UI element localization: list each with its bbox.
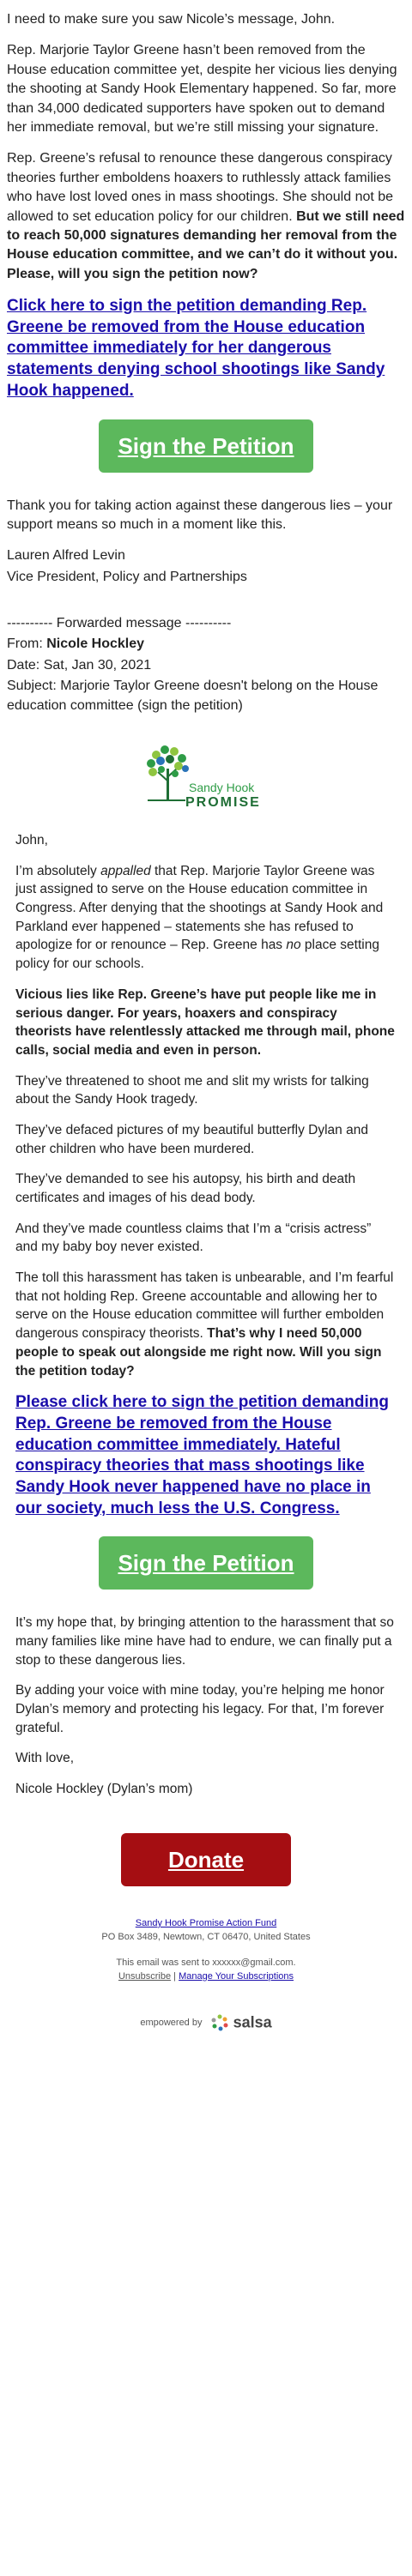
footer-sent-to: This email was sent to xxxxxx@gmail.com. — [116, 1957, 296, 1968]
powered-by-salsa — [7, 2013, 405, 2032]
powered-by-text: empowered by — [140, 2017, 203, 2028]
forwarded-subject: Subject: Marjorie Taylor Greene doesn't belong on the House education committee (sign the petition) — [7, 679, 379, 713]
unsubscribe-link[interactable]: Unsubscribe — [118, 1970, 172, 1982]
intro-paragraph-2: Rep. Greene’s refusal to renounce these dangerous conspiracy theories further emboldens hoaxers to ruthlessly attack families who have lost loved ones in mass shootings. She should not be allowed to set education policy for our children. But we still need to reach 50,000 signatures demanding her removal from the House education committee, and we can’t do it without you. Please, will you sign the petition now? — [7, 151, 405, 281]
sign-petition-button-2[interactable]: Sign the Petition — [99, 1536, 313, 1590]
letter-paragraph-8: It’s my hope that, by bringing attention to the harassment that so many families like mine have had to endure, we can finally put a stop to these dangerous lies. — [15, 1615, 394, 1668]
footer-address: PO Box 3489, Newtown, CT 06470, United States — [101, 1931, 311, 1942]
letter-paragraph-4: They’ve defaced pictures of my beautiful butterfly Dylan and other children who have been murdered. — [15, 1122, 368, 1156]
logo-text-promise: PROMISE — [185, 795, 261, 811]
letter-signoff: Nicole Hockley (Dylan’s mom) — [15, 1782, 193, 1797]
letter-paragraph-2: Vicious lies like Rep. Greene’s have put people like me in serious danger. For years, hoaxers and conspiracy theorists have relentlessly attacked me through mail, phone calls, social media and even in person. — [15, 986, 395, 1058]
footer-links: Unsubscribe | Manage Your Subscriptions — [118, 1970, 294, 1982]
footer — [7, 1917, 405, 1984]
sandy-hook-promise-logo — [7, 743, 405, 817]
forwarded-date: Date: Sat, Jan 30, 2021 — [7, 657, 152, 673]
petition-link-2[interactable]: Please click here to sign the petition demanding Rep. Greene be removed from the House education committee immediately. Hateful conspiracy theories that mass shootings like Sandy Hook never happened have no place in our society, much less the U.S. Congress. — [15, 1393, 389, 1517]
thank-you-text: Thank you for taking action against these dangerous lies – your support means so much in a moment like this. — [7, 498, 393, 532]
letter-paragraph-5: They’ve demanded to see his autopsy, his birth and death certificates and images of his dead body. — [15, 1172, 356, 1206]
salsa-logo-icon — [210, 2013, 229, 2032]
letter-greeting: John, — [15, 833, 48, 848]
forwarded-divider: ---------- Forwarded message ---------- — [7, 616, 232, 631]
letter-paragraph-6: And they’ve made countless claims that I’m a “crisis actress” and my baby boy never existed. — [15, 1221, 372, 1255]
manage-subscriptions-link[interactable]: Manage Your Subscriptions — [179, 1970, 294, 1982]
letter-closing: With love, — [15, 1751, 75, 1766]
letter-paragraph-7: The toll this harassment has taken is unbearable, and I’m fearful that not holding Rep. Greene accountable and allowing her to serve on the House education committee will further embolden dangerous conspiracy theorists. That’s why I need 50,000 people to speak out alongside me right now. Will you sign the petition today? — [15, 1270, 394, 1378]
signature-block — [7, 546, 405, 587]
forwarded-header — [7, 614, 405, 715]
intro-line: I need to make sure you saw Nicole’s message, John. — [7, 12, 336, 27]
letter-paragraph-3: They’ve threatened to shoot me and slit my wrists for talking about the Sandy Hook tragedy. — [15, 1073, 369, 1107]
signature-title: Vice President, Policy and Partnerships — [7, 569, 247, 584]
tree-logo-icon — [137, 743, 275, 813]
sign-petition-button-1[interactable]: Sign the Petition — [99, 419, 313, 473]
letter-body — [7, 831, 405, 1799]
footer-org-link[interactable]: Sandy Hook Promise Action Fund — [135, 1917, 277, 1928]
petition-link-1[interactable]: Click here to sign the petition demanding Rep. Greene be removed from the House education committee immediately for her dangerous statements denying school shootings like Sandy Hook happened. — [7, 297, 385, 400]
intro-paragraph-1: Rep. Marjorie Taylor Greene hasn’t been removed from the House education committee yet, despite her vicious lies denying the shooting at Sandy Hook Elementary happened. So far, more than 34,000 dedicated supporters have spoken out to demand her immediate removal, but we’re still missing your signature. — [7, 43, 397, 135]
letter-paragraph-9: By adding your voice with mine today, you’re helping me honor Dylan’s memory and protecting his legacy. For that, I’m forever grateful. — [15, 1683, 385, 1735]
salsa-wordmark: salsa — [233, 2013, 272, 2031]
logo-text-sandy-hook: Sandy Hook — [189, 781, 255, 795]
donate-button[interactable]: Donate — [121, 1833, 291, 1886]
signature-name: Lauren Alfred Levin — [7, 548, 125, 564]
letter-paragraph-1: I’m absolutely appalled that Rep. Marjorie Taylor Greene was just assigned to serve on the House education committee in Congress. After denying that the shootings at Sandy Hook and Parkland ever happened – statements she has refused to apologize for or renounce – Rep. Greene has no place setting policy for our schools. — [15, 863, 384, 972]
forwarded-from: From: Nicole Hockley — [7, 636, 145, 652]
